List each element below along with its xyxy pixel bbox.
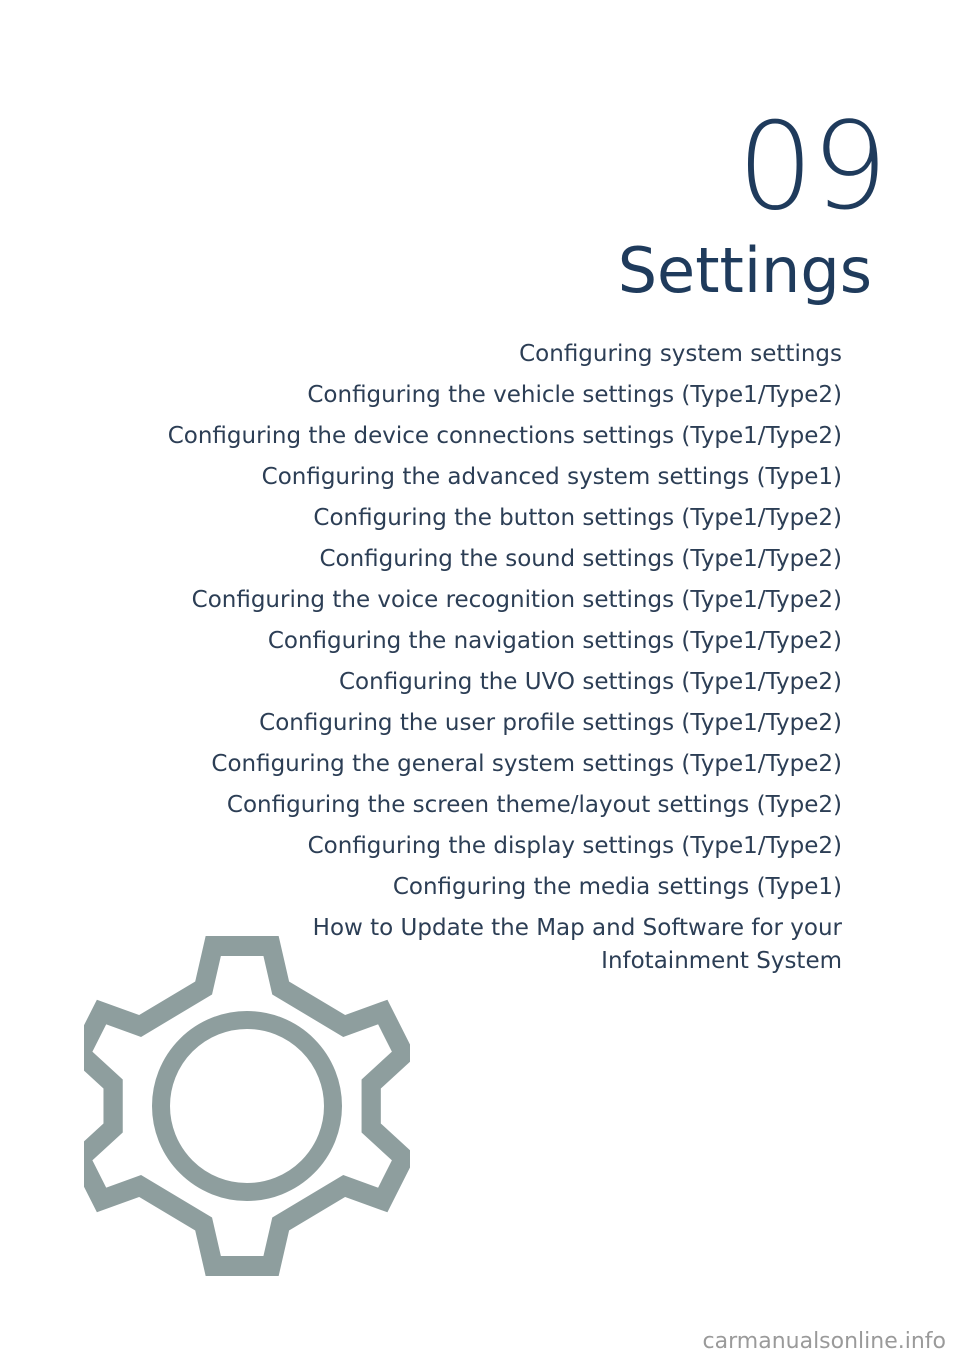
toc-item: Configuring the media settings (Type1) [392, 874, 842, 900]
toc-item: Configuring the screen theme/layout settings (Type2) [226, 792, 842, 818]
toc-item: Configuring the device connections settings (Type1/Type2) [167, 423, 842, 449]
toc-item: Configuring the sound settings (Type1/Type2) [319, 546, 842, 572]
chapter-title: Settings [617, 234, 872, 307]
toc-item: Configuring the advanced system settings (Type1) [261, 464, 842, 490]
toc-item: Configuring the vehicle settings (Type1/Type2) [307, 382, 842, 408]
toc-item: Configuring the UVO settings (Type1/Type2) [339, 669, 842, 695]
toc-item: Configuring the display settings (Type1/Type2) [307, 833, 842, 859]
toc-item: Configuring the general system settings (Type1/Type2) [211, 751, 842, 777]
watermark-text: carmanualsonline.info [702, 1329, 946, 1354]
toc-item: Configuring the user profile settings (Type1/Type2) [259, 710, 842, 736]
gear-icon [84, 936, 410, 1276]
toc-item: Configuring the voice recognition settings (Type1/Type2) [191, 587, 842, 613]
toc-item: Configuring the navigation settings (Type1/Type2) [267, 628, 842, 654]
chapter-number: 09 [737, 98, 886, 237]
toc-item: Configuring system settings [519, 341, 842, 367]
toc-item: How to Update the Map and Software for your Infotainment System [312, 915, 842, 974]
toc-item: Configuring the button settings (Type1/Type2) [313, 505, 842, 531]
table-of-contents [82, 338, 842, 986]
